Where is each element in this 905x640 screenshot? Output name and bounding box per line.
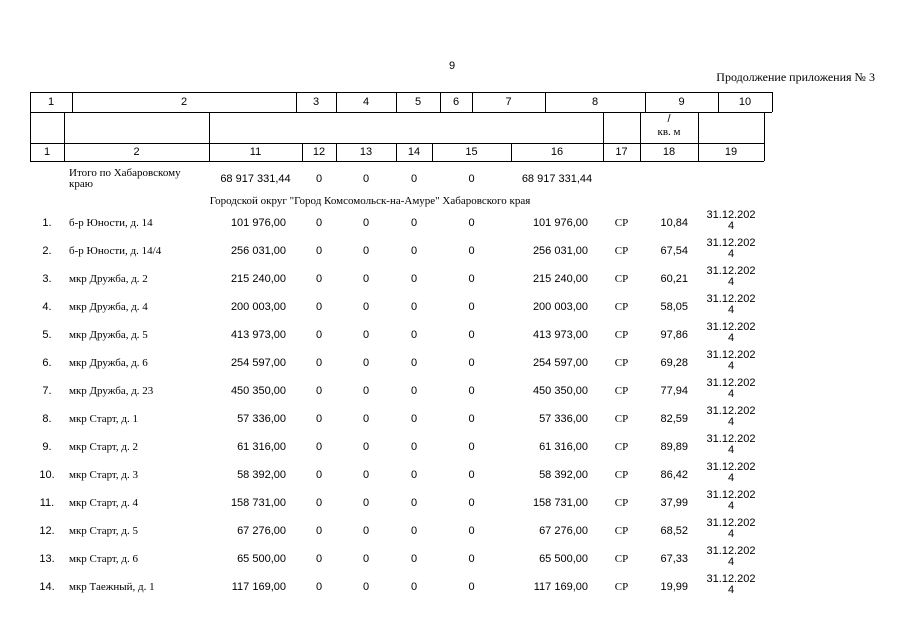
table-row: [0, 210, 905, 238]
row-col12: 0: [315, 497, 323, 509]
table-row: [0, 322, 905, 350]
header3-col-19: 19: [724, 146, 738, 158]
row-col17: СР: [614, 553, 629, 565]
header3-col-divider: [764, 143, 765, 161]
row-col14: 0: [410, 385, 418, 397]
row-col16: 67 276,00: [539, 525, 588, 537]
header1-col-divider: [772, 92, 773, 112]
row-col16: 450 350,00: [532, 385, 588, 397]
row-address: мкр Дружба, д. 5: [69, 329, 148, 341]
row-col11: 57 336,00: [237, 413, 286, 425]
row-col18: 97,86: [660, 329, 688, 341]
row-col16: 101 976,00: [532, 217, 588, 229]
row-col15: 0: [468, 413, 475, 425]
row-col13: 0: [362, 581, 370, 593]
row-number: 6.: [42, 357, 52, 369]
row-col12: 0: [315, 301, 323, 313]
table-row: [0, 238, 905, 266]
row-address: мкр Дружба, д. 6: [69, 357, 148, 369]
row-col16: 57 336,00: [539, 413, 588, 425]
row-col12: 0: [315, 273, 323, 285]
row-date-line2: 4: [727, 444, 735, 456]
row-col15: 0: [468, 357, 475, 369]
row-date-line2: 4: [727, 416, 735, 428]
table-row: [0, 266, 905, 294]
row-col15: 0: [468, 245, 475, 257]
row-col11: 117 169,00: [231, 581, 286, 593]
row-col13: 0: [362, 441, 370, 453]
table-row: [0, 462, 905, 490]
row-date-line1: 31.12.202: [706, 293, 756, 305]
row-col13: 0: [362, 245, 370, 257]
row-col12: 0: [315, 413, 323, 425]
row-col13: 0: [362, 217, 370, 229]
row-col13: 0: [362, 273, 370, 285]
table-row: [0, 574, 905, 602]
header3-col-2: 2: [133, 146, 140, 158]
row-col16: 58 392,00: [539, 469, 588, 481]
row-address: мкр Дружба, д. 2: [69, 273, 148, 285]
row-col18: 77,94: [660, 385, 688, 397]
row-address: мкр Старт, д. 6: [69, 553, 139, 565]
row-col15: 0: [468, 497, 475, 509]
row-col15: 0: [468, 553, 475, 565]
row-col14: 0: [410, 245, 418, 257]
header1-col-10: 10: [738, 96, 752, 108]
header1-col-2: 2: [180, 96, 188, 108]
row-col13: 0: [362, 525, 370, 537]
row-col11: 450 350,00: [230, 385, 286, 397]
row-col13: 0: [362, 385, 370, 397]
total-col13: 0: [362, 173, 370, 185]
header3-col-16: 16: [550, 146, 564, 158]
row-date-line1: 31.12.202: [706, 349, 756, 361]
table-row: [0, 546, 905, 574]
row-col16: 61 316,00: [539, 441, 588, 453]
row-col13: 0: [362, 469, 370, 481]
row-col15: 0: [468, 469, 475, 481]
row-col12: 0: [315, 441, 323, 453]
row-number: 2.: [42, 245, 52, 257]
row-col14: 0: [410, 273, 418, 285]
row-col17: СР: [614, 273, 629, 285]
row-date-line1: 31.12.202: [706, 433, 756, 445]
row-col12: 0: [315, 245, 323, 257]
row-col17: СР: [614, 301, 629, 313]
header3-col-13: 13: [359, 146, 373, 158]
header1-col-8: 8: [591, 96, 599, 108]
total-label-line2: краю: [69, 178, 93, 190]
row-date-line1: 31.12.202: [706, 461, 756, 473]
row-number: 13.: [39, 553, 55, 565]
row-col18: 86,42: [660, 469, 688, 481]
row-date-line2: 4: [727, 276, 735, 288]
row-number: 5.: [42, 329, 52, 341]
district-heading: Городской округ "Город Комсомольск-на-Амуре" Хабаровского края: [209, 195, 531, 207]
total-col15: 0: [468, 173, 475, 185]
row-date-line2: 4: [727, 388, 735, 400]
row-col11: 200 003,00: [230, 301, 286, 313]
header3-col-14: 14: [407, 146, 421, 158]
row-col13: 0: [362, 357, 370, 369]
row-col16: 215 240,00: [532, 273, 588, 285]
row-col18: 82,59: [660, 413, 688, 425]
table-row: [0, 434, 905, 462]
row-number: 3.: [42, 273, 52, 285]
row-number: 8.: [42, 413, 52, 425]
row-col11: 254 597,00: [230, 357, 286, 369]
header1-col-6: 6: [452, 96, 460, 108]
row-col18: 19,99: [660, 581, 688, 593]
row-col14: 0: [410, 525, 418, 537]
row-col18: 37,99: [660, 497, 688, 509]
row-col16: 65 500,00: [539, 553, 588, 565]
row-col17: СР: [614, 497, 629, 509]
row-col18: 67,33: [660, 553, 688, 565]
row-col17: СР: [614, 413, 629, 425]
row-col15: 0: [468, 581, 475, 593]
header1-col-4: 4: [362, 96, 370, 108]
row-col11: 158 731,00: [230, 497, 286, 509]
row-date-line1: 31.12.202: [706, 545, 756, 557]
row-date-line1: 31.12.202: [706, 517, 756, 529]
row-date-line1: 31.12.202: [706, 377, 756, 389]
row-col14: 0: [410, 217, 418, 229]
row-col12: 0: [315, 217, 323, 229]
row-date-line1: 31.12.202: [706, 489, 756, 501]
row-col11: 65 500,00: [237, 553, 286, 565]
header1-top-border: [30, 92, 772, 93]
total-col11: 68 917 331,44: [220, 173, 291, 185]
row-date-line2: 4: [727, 528, 735, 540]
row-col11: 58 392,00: [237, 469, 286, 481]
row-col14: 0: [410, 301, 418, 313]
row-col16: 200 003,00: [532, 301, 588, 313]
row-col15: 0: [468, 329, 475, 341]
row-col14: 0: [410, 469, 418, 481]
row-col18: 69,28: [660, 357, 688, 369]
table-row: [0, 294, 905, 322]
row-col15: 0: [468, 301, 475, 313]
row-col14: 0: [410, 497, 418, 509]
table-row: [0, 378, 905, 406]
row-col17: СР: [614, 245, 629, 257]
row-date-line2: 4: [727, 332, 735, 344]
total-col14: 0: [410, 173, 418, 185]
row-col17: СР: [614, 469, 629, 481]
total-col16: 68 917 331,44: [521, 173, 593, 185]
row-col11: 67 276,00: [237, 525, 286, 537]
row-date-line2: 4: [727, 304, 735, 316]
row-col16: 254 597,00: [532, 357, 588, 369]
row-col11: 413 973,00: [230, 329, 286, 341]
row-number: 11.: [39, 497, 55, 509]
header2-col-divider: [30, 112, 31, 143]
row-col15: 0: [468, 273, 475, 285]
row-col12: 0: [315, 553, 323, 565]
header3-col-12: 12: [312, 146, 326, 158]
row-address: мкр Старт, д. 1: [69, 413, 139, 425]
row-date-line1: 31.12.202: [706, 265, 756, 277]
row-col11: 256 031,00: [230, 245, 286, 257]
row-col18: 60,21: [660, 273, 688, 285]
row-col17: СР: [614, 581, 629, 593]
row-col16: 158 731,00: [532, 497, 588, 509]
header3-col-11: 11: [249, 146, 262, 158]
row-col11: 215 240,00: [230, 273, 286, 285]
table-row: [0, 350, 905, 378]
row-date-line1: 31.12.202: [706, 237, 756, 249]
row-col14: 0: [410, 357, 418, 369]
header2-col-divider: [64, 112, 65, 143]
row-date-line1: 31.12.202: [706, 321, 756, 333]
row-number: 1.: [42, 217, 52, 229]
row-col18: 67,54: [660, 245, 688, 257]
header1-col-1: 1: [47, 96, 55, 108]
header1-col-7: 7: [505, 96, 512, 108]
row-col17: СР: [614, 441, 629, 453]
row-col14: 0: [410, 581, 418, 593]
row-date-line2: 4: [727, 360, 735, 372]
row-col12: 0: [315, 357, 323, 369]
row-col14: 0: [410, 329, 418, 341]
row-date-line2: 4: [727, 500, 735, 512]
row-col17: СР: [614, 357, 629, 369]
row-col13: 0: [362, 301, 370, 313]
row-col13: 0: [362, 413, 370, 425]
row-number: 4.: [42, 301, 52, 313]
header1-col-9: 9: [678, 96, 685, 108]
row-col12: 0: [315, 581, 323, 593]
appendix-continuation-caption: Продолжение приложения № 3: [716, 70, 875, 84]
header2-col-divider: [209, 112, 210, 143]
row-number: 12.: [39, 525, 55, 537]
row-number: 10.: [39, 469, 55, 481]
row-col16: 256 031,00: [532, 245, 588, 257]
row-col15: 0: [468, 525, 475, 537]
row-col14: 0: [410, 413, 418, 425]
header1-col-3: 3: [312, 96, 320, 108]
row-address: б-р Юности, д. 14: [69, 217, 153, 229]
row-col13: 0: [362, 553, 370, 565]
row-col15: 0: [468, 441, 475, 453]
row-address: б-р Юности, д. 14/4: [69, 245, 162, 257]
row-address: мкр Таежный, д. 1: [69, 581, 155, 593]
total-label-line1: Итого по Хабаровскому: [69, 167, 181, 179]
row-col11: 101 976,00: [230, 217, 286, 229]
row-col18: 58,05: [660, 301, 688, 313]
header3-col-18: 18: [662, 146, 676, 158]
total-col12: 0: [315, 173, 323, 185]
row-col12: 0: [315, 329, 323, 341]
row-col17: СР: [614, 385, 629, 397]
row-col17: СР: [614, 525, 629, 537]
row-col14: 0: [410, 553, 418, 565]
row-number: 14.: [39, 581, 55, 593]
row-date-line2: 4: [727, 248, 735, 260]
row-col17: СР: [614, 329, 629, 341]
header2-col-divider: [603, 112, 604, 143]
table-row: [0, 490, 905, 518]
row-number: 7.: [42, 385, 52, 397]
page-number: 9: [448, 60, 456, 72]
row-col12: 0: [315, 469, 323, 481]
header3-col-1: 1: [43, 146, 51, 158]
row-col16: 117 169,00: [533, 581, 588, 593]
row-number: 9.: [42, 441, 52, 453]
header2-col9-fragment: /: [667, 113, 671, 125]
row-address: мкр Дружба, д. 23: [69, 385, 154, 397]
row-col17: СР: [614, 217, 629, 229]
row-address: мкр Старт, д. 4: [69, 497, 139, 509]
row-address: мкр Старт, д. 3: [69, 469, 139, 481]
row-date-line2: 4: [727, 472, 735, 484]
header1-col-5: 5: [414, 96, 422, 108]
header2-col-divider: [698, 112, 699, 143]
row-date-line1: 31.12.202: [706, 573, 756, 585]
row-col13: 0: [362, 329, 370, 341]
row-date-line2: 4: [727, 556, 735, 568]
row-date-line1: 31.12.202: [706, 209, 756, 221]
header2-col-divider: [764, 112, 765, 143]
row-address: мкр Дружба, д. 4: [69, 301, 148, 313]
table-row: [0, 406, 905, 434]
row-col18: 89,89: [660, 441, 688, 453]
row-col13: 0: [362, 497, 370, 509]
row-col18: 68,52: [660, 525, 688, 537]
row-col14: 0: [410, 441, 418, 453]
row-col12: 0: [315, 385, 323, 397]
table-row: [0, 518, 905, 546]
header3-col-17: 17: [615, 146, 628, 158]
row-col15: 0: [468, 217, 475, 229]
row-address: мкр Старт, д. 5: [69, 525, 139, 537]
header3-bottom-border: [30, 161, 764, 162]
row-address: мкр Старт, д. 2: [69, 441, 139, 453]
row-col16: 413 973,00: [532, 329, 588, 341]
header3-col-15: 15: [465, 146, 478, 158]
row-date-line2: 4: [727, 584, 735, 596]
header2-col9-unit: кв. м: [657, 126, 681, 138]
header2-bottom-border: [30, 143, 764, 144]
row-col15: 0: [468, 385, 475, 397]
row-col18: 10,84: [660, 217, 688, 229]
row-col12: 0: [315, 525, 323, 537]
row-date-line2: 4: [727, 220, 735, 232]
row-date-line1: 31.12.202: [706, 405, 756, 417]
row-col11: 61 316,00: [237, 441, 286, 453]
